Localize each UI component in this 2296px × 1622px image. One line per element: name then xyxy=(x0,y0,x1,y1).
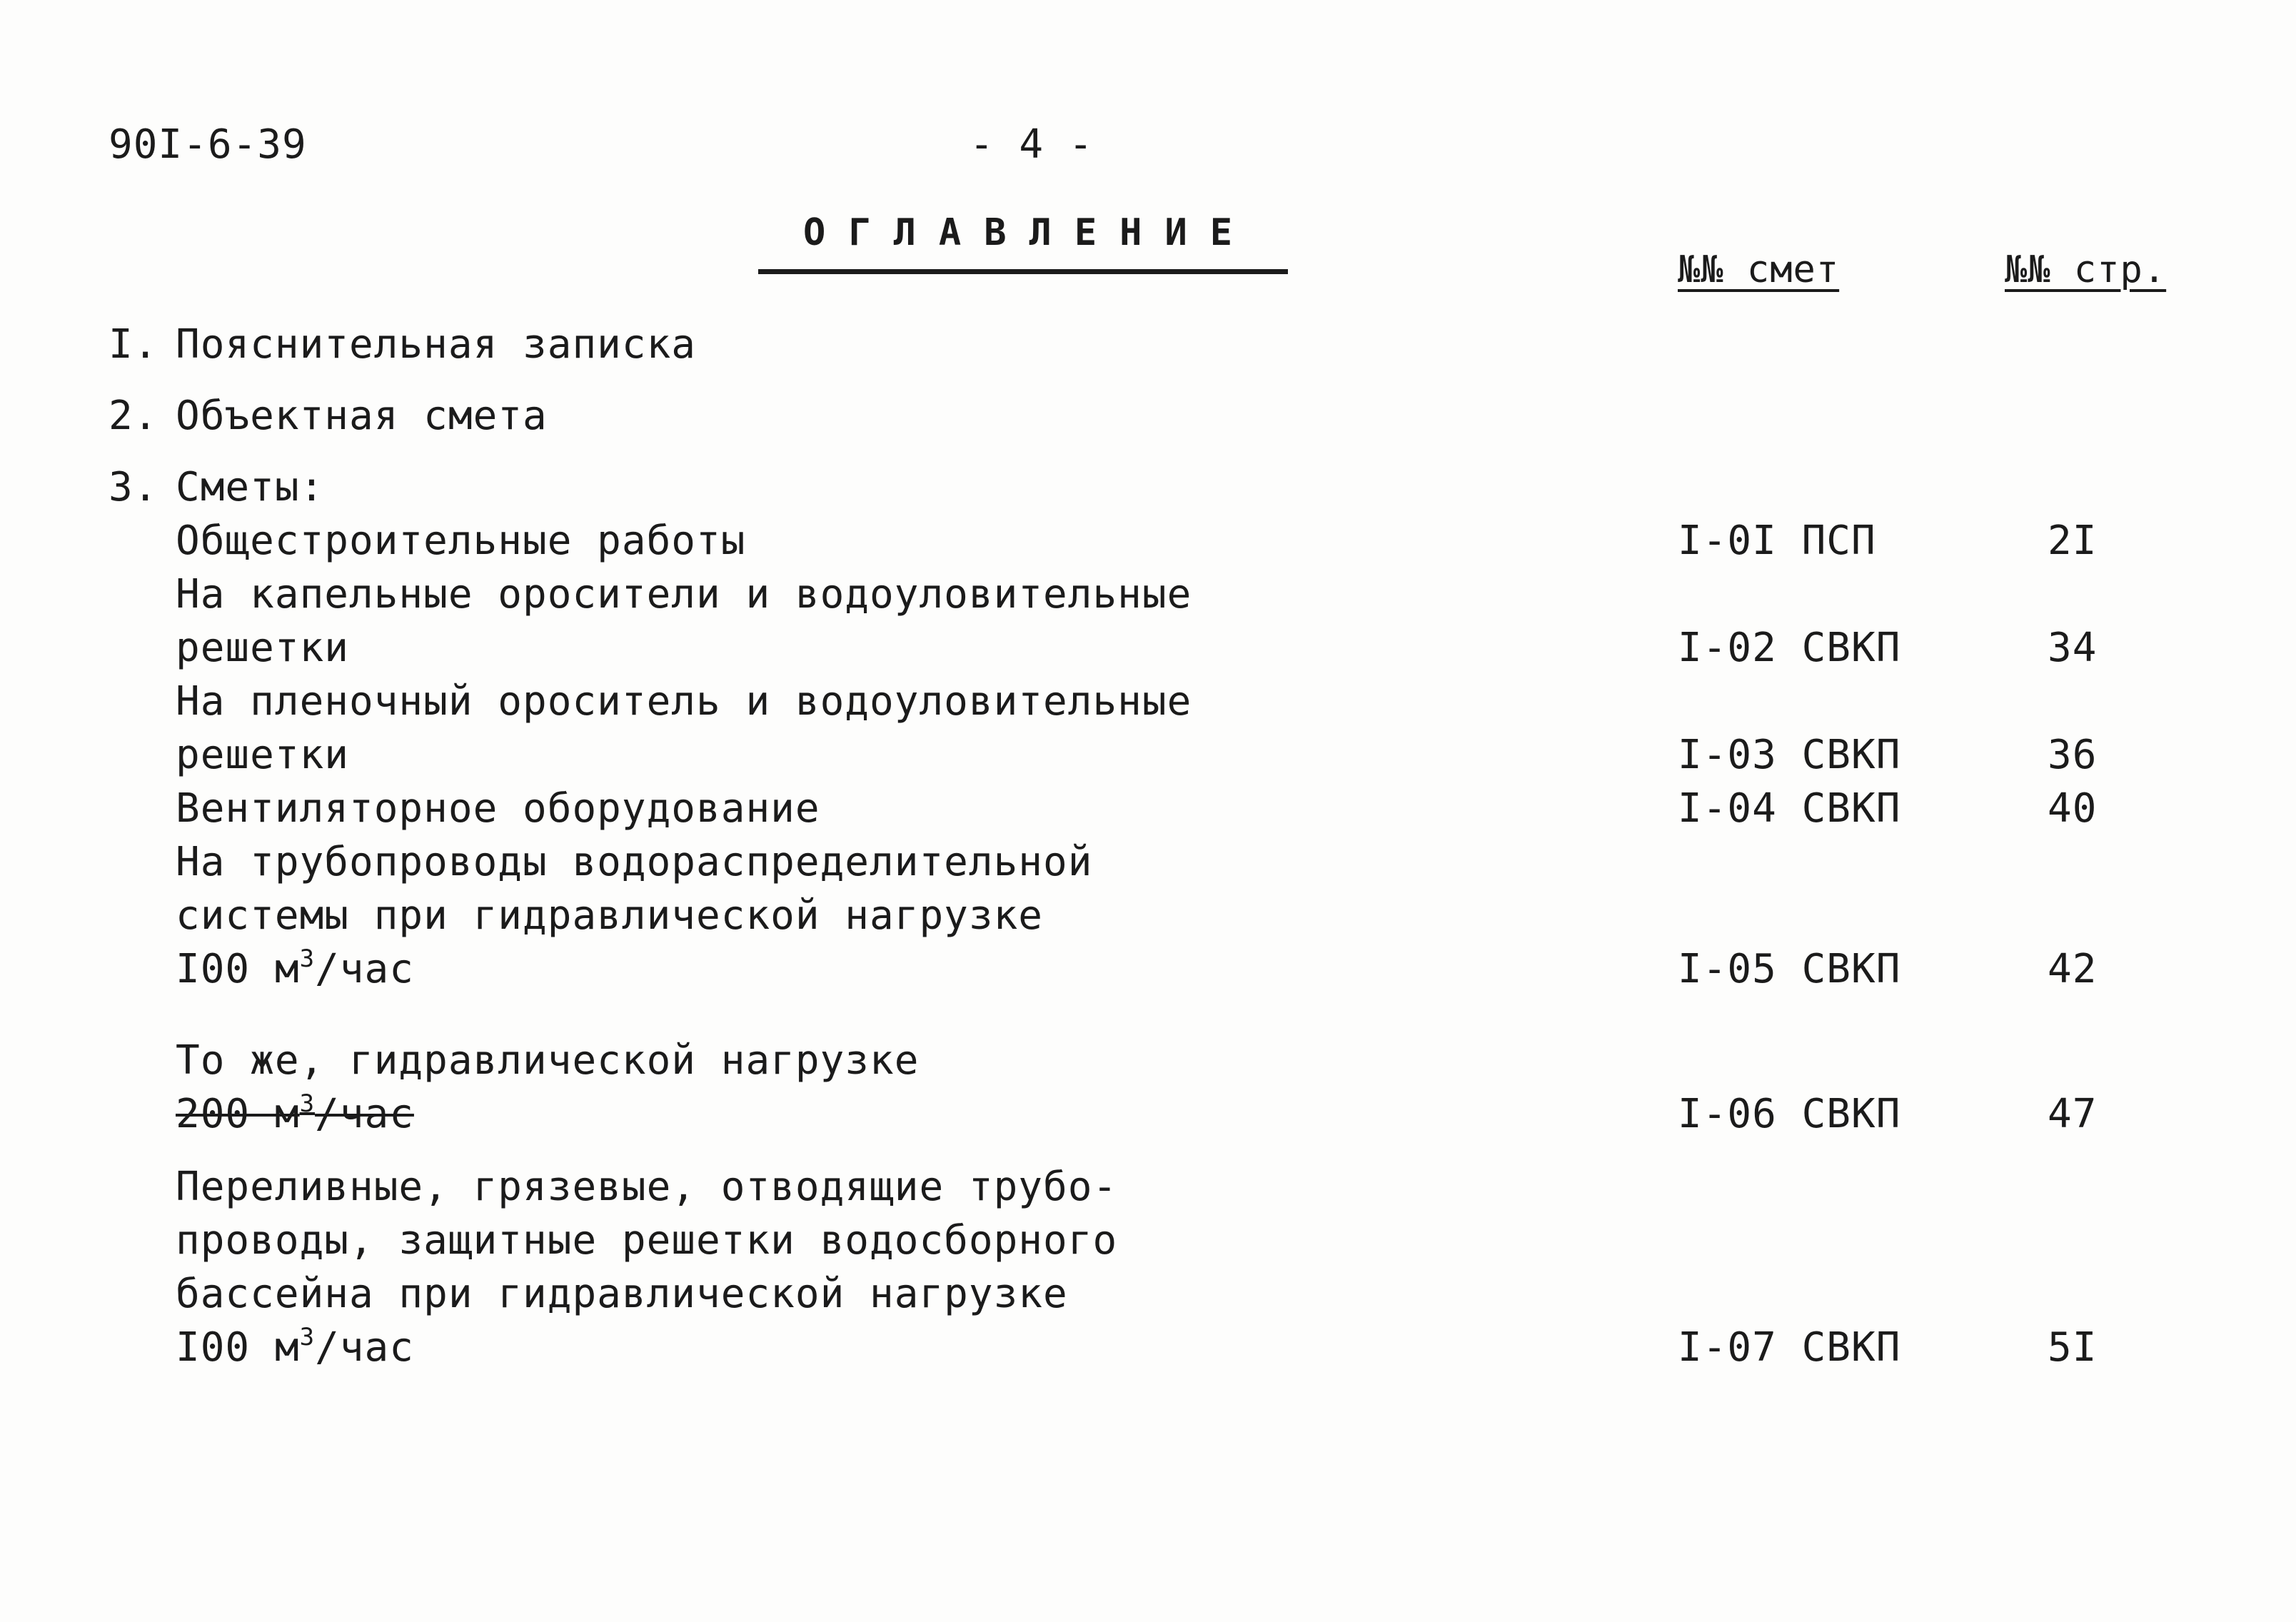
entry-page: 47 xyxy=(2048,1091,2098,1137)
document-code: 90I-6-39 xyxy=(109,121,307,168)
section-title: Объектная смета xyxy=(176,393,548,439)
entry-estimate-code: I-03 СВКП xyxy=(1678,732,1901,778)
entry-text: На трубопроводы водораспределительной xyxy=(176,839,1093,885)
section-title: Сметы: xyxy=(176,464,325,510)
entry-text: На пленочный ороситель и водоуловительные xyxy=(176,678,1192,725)
entry-estimate-code: I-07 СВКП xyxy=(1678,1324,1901,1371)
section-number: I. xyxy=(109,321,158,368)
entry-page: 42 xyxy=(2048,946,2098,992)
column-header-estimate-number: №№ смет xyxy=(1678,248,1840,291)
entry-page: 36 xyxy=(2048,732,2098,778)
entry-estimate-code: I-05 СВКП xyxy=(1678,946,1901,992)
entry-text: системы при гидравлической нагрузке xyxy=(176,892,1044,939)
section-title: Пояснительная записка xyxy=(176,321,697,368)
entry-text: На капельные оросители и водоуловительные xyxy=(176,571,1192,618)
page-number: - 4 - xyxy=(970,121,1094,168)
section-number: 3. xyxy=(109,464,158,510)
entry-page: 34 xyxy=(2048,625,2098,671)
entry-page: 2I xyxy=(2048,518,2098,564)
entry-flow-rate: I00 $м^3$/час xyxy=(176,945,414,992)
entry-estimate-code: I-06 СВКП xyxy=(1678,1091,1901,1137)
entry-estimate-code: I-04 СВКП xyxy=(1678,785,1901,832)
entry-text: решетки xyxy=(176,625,350,671)
title-underline xyxy=(758,269,1288,274)
entry-text: проводы, защитные решетки водосборного xyxy=(176,1217,1118,1264)
entry-flow-rate: I00 $м^3$/час xyxy=(176,1323,414,1371)
entry-text: Общестроительные работы xyxy=(176,518,746,564)
entry-text: решетки xyxy=(176,732,350,778)
entry-text: Переливные, грязевые, отводящие трубо- xyxy=(176,1164,1118,1210)
entry-text: То же, гидравлической нагрузке xyxy=(176,1037,920,1084)
entry-page: 5I xyxy=(2048,1324,2098,1371)
column-header-page-number: №№ стр. xyxy=(2005,248,2167,291)
entry-estimate-code: I-0I ПСП xyxy=(1678,518,1876,564)
entry-page: 40 xyxy=(2048,785,2098,832)
toc-title: ОГЛАВЛЕНИЕ xyxy=(803,211,1256,254)
entry-estimate-code: I-02 СВКП xyxy=(1678,625,1901,671)
section-number: 2. xyxy=(109,393,158,439)
entry-flow-rate: 200 $м^3$/час xyxy=(176,1089,414,1137)
entry-text: Вентиляторное оборудование xyxy=(176,785,820,832)
entry-text: бассейна при гидравлической нагрузке xyxy=(176,1271,1068,1317)
